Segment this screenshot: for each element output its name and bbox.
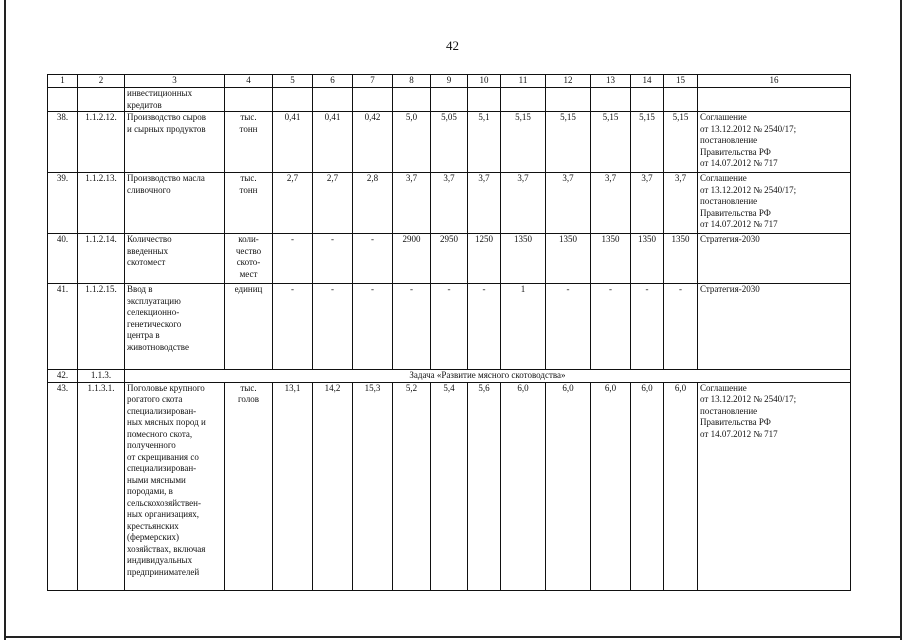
source-document: Соглашение от 13.12.2012 № 2540/17; постановление Правительства РФ от 14.07.2012 № 717: [698, 173, 851, 234]
value-cell: 14,2: [313, 382, 353, 590]
value-cell: 6,0: [591, 382, 631, 590]
column-header: 5: [273, 75, 313, 88]
value-cell: -: [393, 284, 431, 370]
source-document: Стратегия-2030: [698, 234, 851, 284]
value-cell: 0,41: [273, 112, 313, 173]
row-number: 38.: [48, 112, 78, 173]
continuation-row: [48, 88, 851, 112]
scan-border-left: [4, 0, 6, 640]
value-cell: 3,7: [546, 173, 591, 234]
unit: единиц: [225, 284, 273, 370]
value-cell: 1350: [631, 234, 664, 284]
column-header: 15: [664, 75, 698, 88]
value-cell: -: [273, 234, 313, 284]
value-cell: 5,15: [631, 112, 664, 173]
column-header: 8: [393, 75, 431, 88]
value-cell: 0,41: [313, 112, 353, 173]
column-header: 12: [546, 75, 591, 88]
value-cell: 3,7: [501, 173, 546, 234]
row-code: 1.1.2.13.: [78, 173, 125, 234]
unit: тыс. тонн: [225, 173, 273, 234]
row-code: 1.1.2.15.: [78, 284, 125, 370]
column-header: 4: [225, 75, 273, 88]
scan-border-bottom: [4, 636, 902, 638]
value-cell: 6,0: [546, 382, 591, 590]
column-header: 1: [48, 75, 78, 88]
value-cell: 5,15: [546, 112, 591, 173]
column-header: 14: [631, 75, 664, 88]
value-cell: -: [431, 284, 468, 370]
value-cell: 1250: [468, 234, 501, 284]
value-cell: 6,0: [501, 382, 546, 590]
row-code: 1.1.2.12.: [78, 112, 125, 173]
value-cell: -: [664, 284, 698, 370]
value-cell: 3,7: [468, 173, 501, 234]
table-row: [48, 382, 851, 590]
table-row: [48, 284, 851, 370]
header-row: [48, 75, 851, 88]
table-row: [48, 173, 851, 234]
unit: тыс. тонн: [225, 112, 273, 173]
column-header: 6: [313, 75, 353, 88]
value-cell: 3,7: [393, 173, 431, 234]
source-document: Соглашение от 13.12.2012 № 2540/17; постановление Правительства РФ от 14.07.2012 № 717: [698, 112, 851, 173]
value-cell: 2950: [431, 234, 468, 284]
column-header: 2: [78, 75, 125, 88]
value-cell: -: [591, 284, 631, 370]
indicator-name: Поголовье крупного рогатого скота специализирован- ных мясных пород и помесного скота, полученного от скрещивания со специализирован- ными мясными породами, в сельскохозяйствен- ных организациях, крестьянских (фермерских) хозяйствах, включая индивидуальных предпринимателей: [125, 382, 225, 590]
source-document: Стратегия-2030: [698, 284, 851, 370]
row-code: 1.1.2.14.: [78, 234, 125, 284]
value-cell: -: [313, 284, 353, 370]
indicator-name: Производство масла сливочного: [125, 173, 225, 234]
value-cell: -: [468, 284, 501, 370]
value-cell: -: [631, 284, 664, 370]
value-cell: 1350: [591, 234, 631, 284]
table-row: [48, 234, 851, 284]
column-header: 16: [698, 75, 851, 88]
unit: тыс. голов: [225, 382, 273, 590]
value-cell: 13,1: [273, 382, 313, 590]
column-header: 11: [501, 75, 546, 88]
unit: коли- чество ското- мест: [225, 234, 273, 284]
indicator-name: инвестиционных кредитов: [125, 88, 225, 112]
indicator-name: Количество введенных скотомест: [125, 234, 225, 284]
column-header: 7: [353, 75, 393, 88]
row-number: 40.: [48, 234, 78, 284]
value-cell: 2,7: [313, 173, 353, 234]
value-cell: 1350: [501, 234, 546, 284]
row-number: 41.: [48, 284, 78, 370]
value-cell: 5,6: [468, 382, 501, 590]
value-cell: 5,4: [431, 382, 468, 590]
scan-border-right: [900, 0, 902, 640]
value-cell: 5,15: [501, 112, 546, 173]
value-cell: 2,8: [353, 173, 393, 234]
source-document: Соглашение от 13.12.2012 № 2540/17; постановление Правительства РФ от 14.07.2012 № 717: [698, 382, 851, 590]
column-header: 9: [431, 75, 468, 88]
value-cell: 1: [501, 284, 546, 370]
value-cell: 5,15: [591, 112, 631, 173]
value-cell: 3,7: [631, 173, 664, 234]
indicators-table: [47, 74, 851, 591]
value-cell: 6,0: [664, 382, 698, 590]
value-cell: 2,7: [273, 173, 313, 234]
value-cell: -: [353, 234, 393, 284]
row-code: 1.1.3.1.: [78, 382, 125, 590]
value-cell: 1350: [546, 234, 591, 284]
value-cell: -: [353, 284, 393, 370]
value-cell: -: [273, 284, 313, 370]
row-code: 1.1.3.: [78, 370, 125, 383]
value-cell: 5,05: [431, 112, 468, 173]
indicator-name: Производство сыров и сырных продуктов: [125, 112, 225, 173]
row-number: 42.: [48, 370, 78, 383]
table-row: [48, 112, 851, 173]
value-cell: 5,0: [393, 112, 431, 173]
value-cell: 5,15: [664, 112, 698, 173]
value-cell: 3,7: [431, 173, 468, 234]
value-cell: 3,7: [664, 173, 698, 234]
row-number: 43.: [48, 382, 78, 590]
value-cell: 5,1: [468, 112, 501, 173]
column-header: 10: [468, 75, 501, 88]
page-number: 42: [446, 38, 459, 53]
value-cell: 3,7: [591, 173, 631, 234]
value-cell: -: [546, 284, 591, 370]
column-header: 3: [125, 75, 225, 88]
column-header: 13: [591, 75, 631, 88]
value-cell: 0,42: [353, 112, 393, 173]
task-title: Задача «Развитие мясного скотоводства»: [125, 370, 851, 383]
value-cell: 5,2: [393, 382, 431, 590]
value-cell: 15,3: [353, 382, 393, 590]
value-cell: 2900: [393, 234, 431, 284]
value-cell: 1350: [664, 234, 698, 284]
value-cell: -: [313, 234, 353, 284]
indicator-name: Ввод в эксплуатацию селекционно- генетического центра в животноводстве: [125, 284, 225, 370]
task-row: [48, 370, 851, 383]
row-number: 39.: [48, 173, 78, 234]
value-cell: 6,0: [631, 382, 664, 590]
